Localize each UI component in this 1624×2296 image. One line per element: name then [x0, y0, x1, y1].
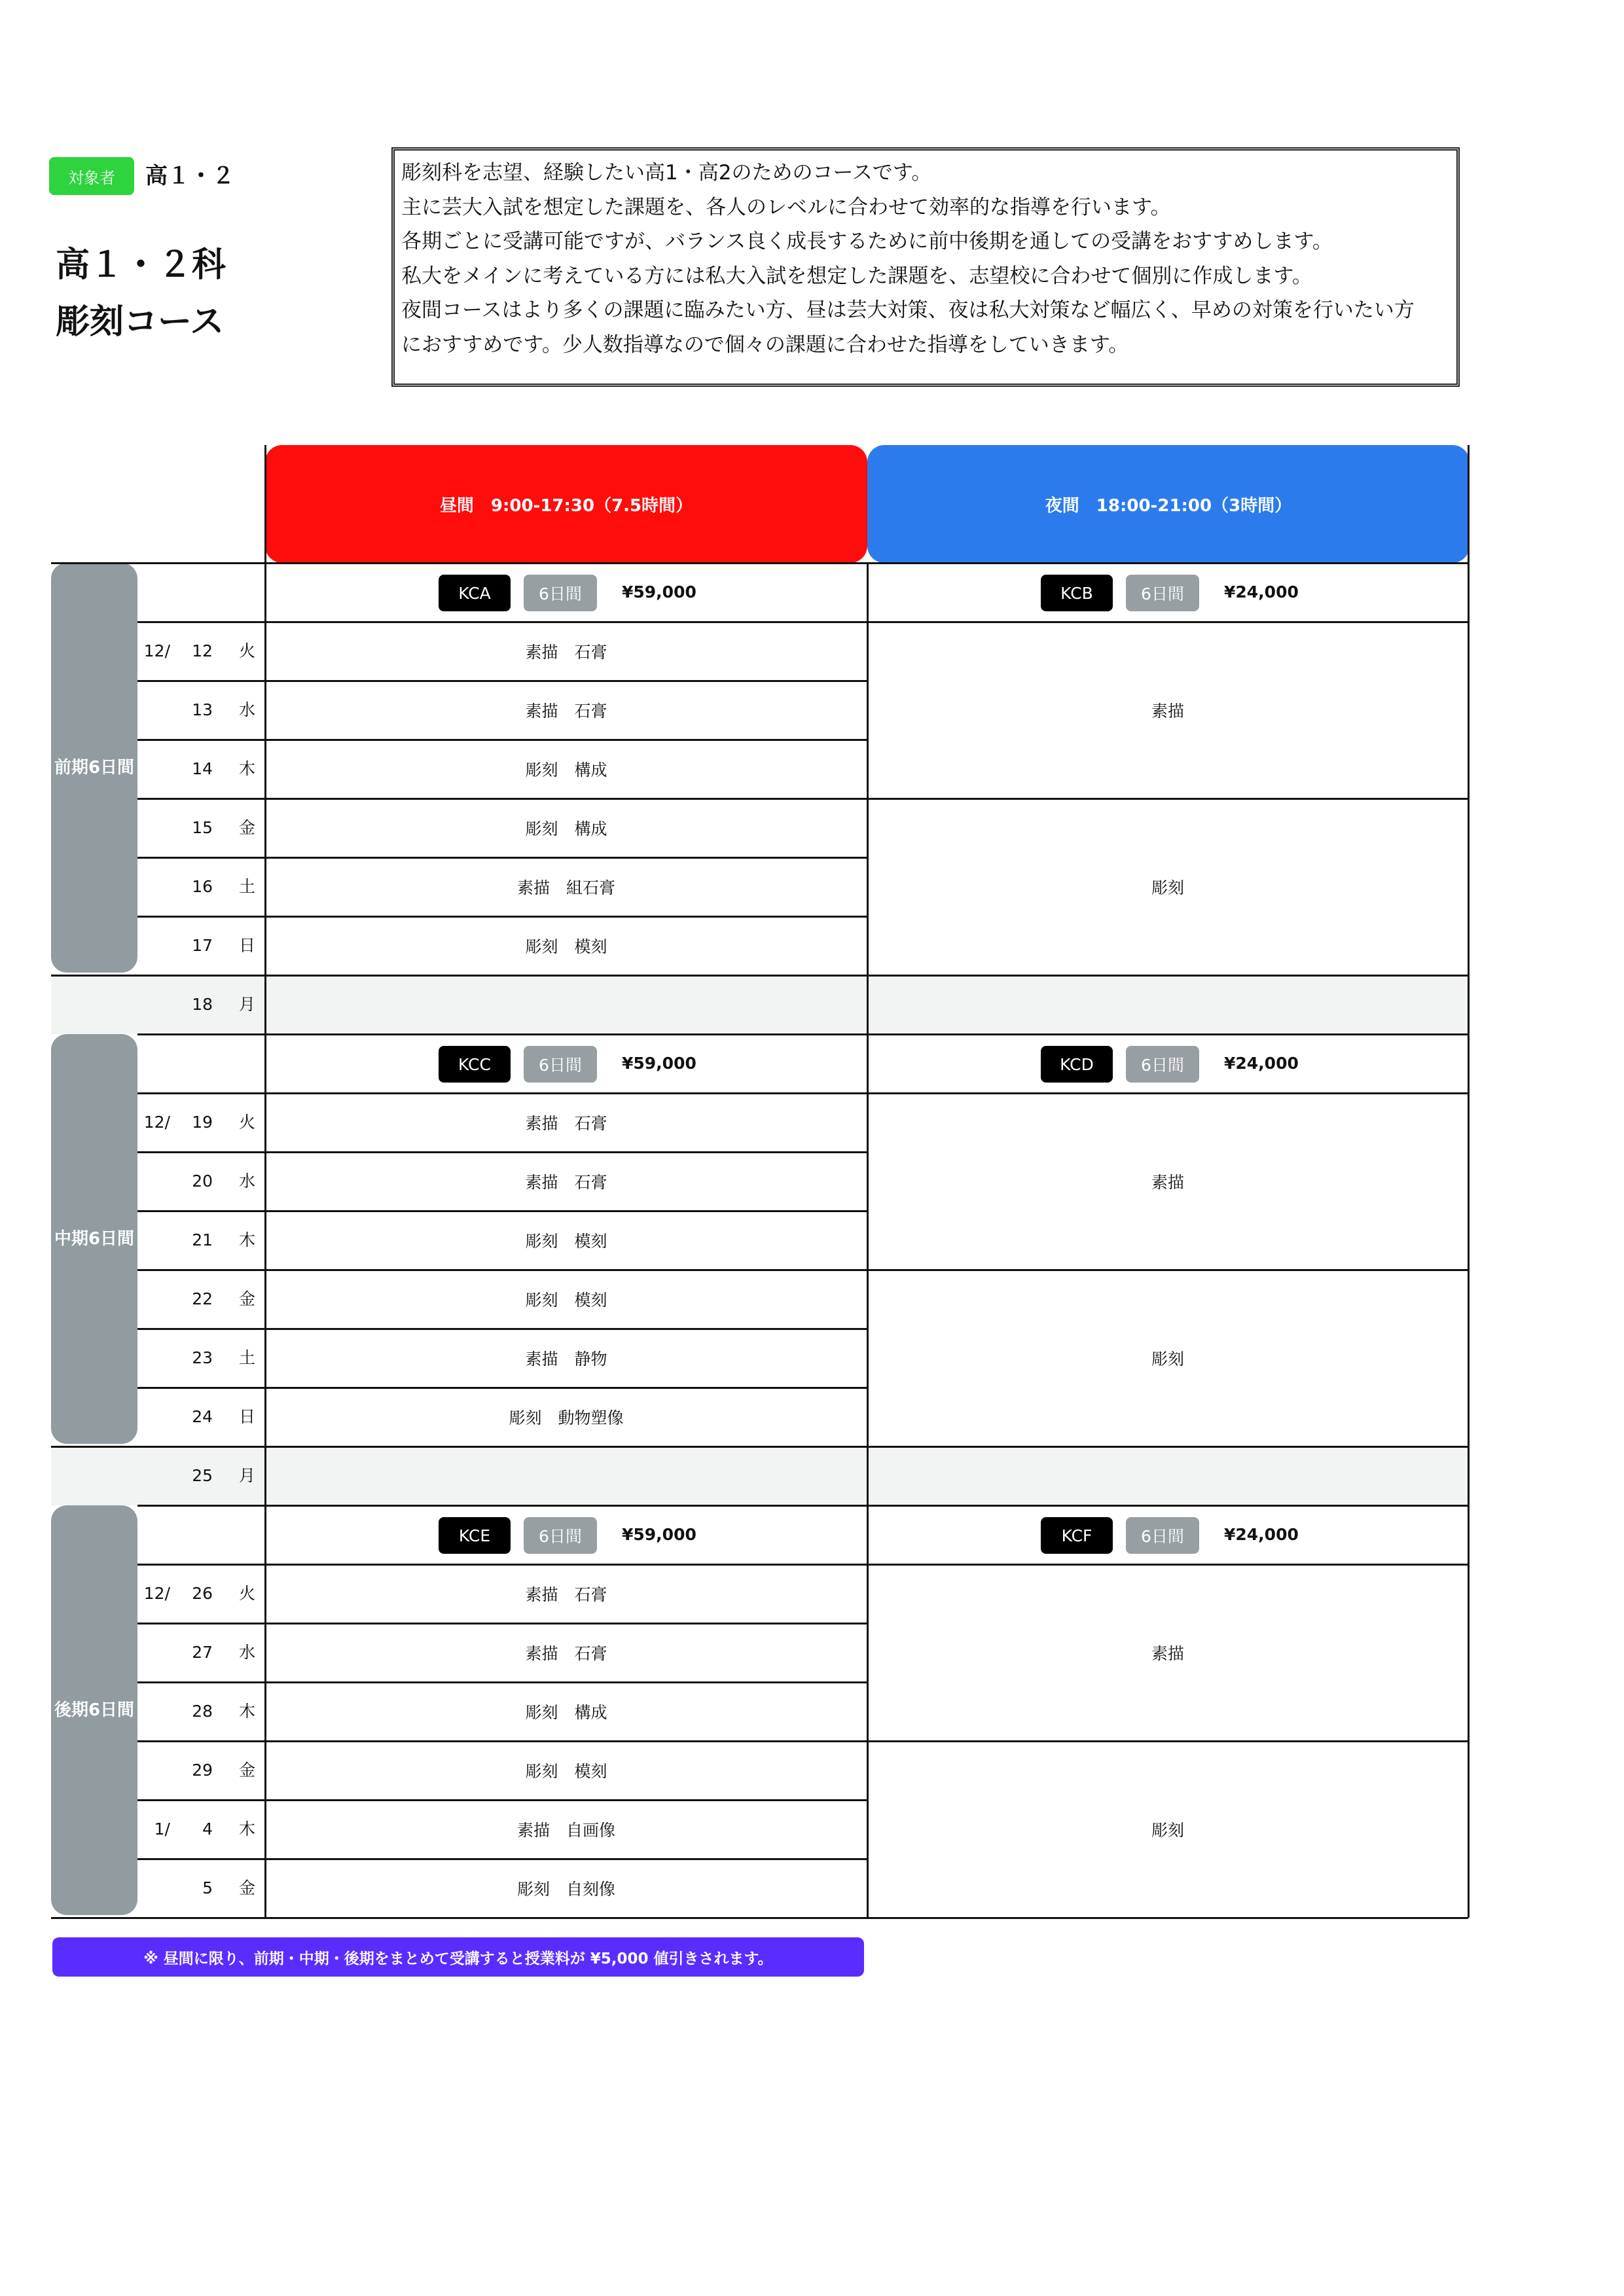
- row-divider: [137, 798, 867, 800]
- date-weekday: 木: [238, 1230, 255, 1249]
- row-divider: [137, 916, 867, 918]
- date-day: 21: [192, 1230, 213, 1249]
- column-line: [1468, 445, 1470, 1918]
- day-course-price: ¥59,000: [622, 1525, 696, 1544]
- date-weekday: 水: [238, 700, 255, 719]
- description-line: 夜間コースはより多くの課題に臨みたい方、昼は芸大対策、夜は私大対策など幅広く、早めの対策を行いたい方: [401, 298, 1415, 322]
- row-divider: [137, 1799, 867, 1801]
- day-course-duration: 6日間: [524, 1046, 597, 1083]
- day-course-code: KCA: [439, 575, 511, 611]
- period-tab: [51, 1505, 137, 1915]
- night-lesson: 素描: [1151, 1173, 1184, 1192]
- row-divider: [867, 1269, 1468, 1271]
- row-divider: [867, 1564, 1468, 1566]
- page-title-line1: 高１・２科: [56, 245, 226, 285]
- night-course-duration: 6日間: [1126, 575, 1199, 611]
- night-course-duration: 6日間: [1126, 1046, 1199, 1083]
- period-top-line: [137, 1033, 1468, 1035]
- day-lesson: 彫刻 構成: [525, 761, 607, 780]
- period-tab: [51, 563, 137, 973]
- period-days: 6日間: [88, 1700, 135, 1720]
- date-weekday: 土: [238, 1348, 255, 1367]
- date-day: 28: [192, 1702, 213, 1721]
- day-course-code: KCC: [439, 1046, 511, 1083]
- night-course-code: KCD: [1041, 1046, 1113, 1083]
- row-divider: [137, 857, 867, 859]
- row-divider: [137, 621, 867, 623]
- night-course-price: ¥24,000: [1224, 583, 1299, 601]
- period-name: 中期: [54, 1229, 88, 1249]
- date-day: 14: [192, 759, 213, 778]
- period-tab: [51, 1034, 137, 1444]
- night-lesson: 彫刻: [1151, 878, 1184, 897]
- date-weekday: 金: [238, 1289, 255, 1308]
- description-line: におすすめです。少人数指導なので個々の課題に合わせた指導をしていきます。: [401, 332, 1129, 357]
- night-course-duration: 6日間: [1126, 1517, 1199, 1554]
- day-lesson: 彫刻 模刻: [525, 1232, 607, 1251]
- date-weekday: 火: [238, 1584, 255, 1603]
- date-day: 22: [192, 1289, 213, 1308]
- date-month: 12/: [143, 641, 170, 660]
- date-weekday: 金: [238, 818, 255, 837]
- period-name: 後期: [54, 1700, 88, 1720]
- column-line: [264, 445, 266, 1918]
- discount-note: ※ 昼間に限り、前期・中期・後期をまとめて受講すると授業料が ¥5,000 値引きされます。: [52, 1937, 864, 1977]
- day-course-price: ¥59,000: [622, 583, 696, 601]
- column-line: [867, 563, 869, 1918]
- row-divider: [137, 1328, 867, 1330]
- row-divider: [137, 1210, 867, 1212]
- day-lesson: 彫刻 模刻: [525, 1762, 607, 1781]
- holiday-top-line: [51, 1446, 1468, 1448]
- date-weekday: 木: [238, 1702, 255, 1721]
- row-divider: [137, 1269, 867, 1271]
- row-divider: [867, 1740, 1468, 1742]
- row-divider: [867, 1092, 1468, 1094]
- row-divider: [867, 798, 1468, 800]
- day-lesson: 素描 石膏: [525, 643, 607, 662]
- date-month: 1/: [154, 1820, 170, 1839]
- day-lesson: 素描 石膏: [525, 1173, 607, 1192]
- night-lesson: 彫刻: [1151, 1350, 1184, 1369]
- description-line: 各期ごとに受講可能ですが、バランス良く成長するために前中後期を通しての受講をおすすめします。: [401, 230, 1333, 253]
- row-divider: [137, 1740, 867, 1742]
- target-value: 高１・２: [145, 163, 234, 189]
- target-badge: 対象者: [49, 157, 134, 195]
- day-lesson: 素描 静物: [525, 1350, 607, 1369]
- day-lesson: 彫刻 動物塑像: [509, 1408, 624, 1427]
- date-weekday: 土: [238, 877, 255, 896]
- date-day: 20: [192, 1172, 213, 1191]
- night-lesson: 素描: [1151, 1644, 1184, 1663]
- night-course-price: ¥24,000: [1224, 1525, 1299, 1544]
- date-weekday: 月: [238, 1466, 255, 1485]
- row-divider: [137, 680, 867, 682]
- night-lesson: 彫刻: [1151, 1821, 1184, 1840]
- holiday-row: [51, 1446, 1468, 1505]
- day-lesson: 素描 自画像: [516, 1821, 615, 1840]
- day-lesson: 素描 石膏: [525, 1644, 607, 1663]
- day-course-duration: 6日間: [524, 1517, 597, 1554]
- night-course-code: KCF: [1041, 1517, 1113, 1554]
- period-top-line: [137, 1505, 1468, 1507]
- day-course-duration: 6日間: [524, 575, 597, 611]
- date-weekday: 水: [238, 1172, 255, 1191]
- date-day: 27: [192, 1643, 213, 1662]
- day-lesson: 素描 石膏: [525, 702, 607, 721]
- row-divider: [137, 1681, 867, 1683]
- date-day: 17: [192, 936, 213, 955]
- page-title-line2: 彫刻コース: [56, 302, 225, 342]
- date-day: 26: [192, 1584, 213, 1603]
- date-day: 29: [192, 1761, 213, 1780]
- date-weekday: 月: [238, 995, 255, 1014]
- row-divider: [867, 621, 1468, 623]
- description-line: 彫刻科を志望、経験したい高1・高2のためのコースです。: [401, 161, 932, 185]
- period-name: 前期: [54, 758, 88, 778]
- table-top-line: [51, 562, 1468, 564]
- period-days: 6日間: [88, 1229, 135, 1249]
- description-line: 私大をメインに考えている方には私大入試を想定した課題を、志望校に合わせて個別に作成します。: [401, 264, 1312, 288]
- row-divider: [137, 1564, 867, 1566]
- row-divider: [137, 1387, 867, 1389]
- description-line: 主に芸大入試を想定した課題を、各人のレベルに合わせて効率的な指導を行います。: [401, 195, 1171, 219]
- row-divider: [137, 1858, 867, 1860]
- date-day: 23: [192, 1348, 213, 1367]
- holiday-top-line: [51, 975, 1468, 977]
- day-lesson: 彫刻 模刻: [525, 937, 607, 956]
- date-day: 16: [192, 877, 213, 896]
- description-box: [391, 147, 1460, 387]
- date-day: 13: [192, 700, 213, 719]
- day-lesson: 素描 組石膏: [516, 878, 615, 897]
- date-day: 15: [192, 818, 213, 837]
- period-days: 6日間: [88, 758, 135, 778]
- day-lesson: 彫刻 自刻像: [516, 1880, 615, 1899]
- date-day: 18: [192, 995, 213, 1014]
- holiday-row: [51, 975, 1468, 1034]
- night-lesson: 素描: [1151, 702, 1184, 721]
- date-day: 19: [192, 1113, 213, 1132]
- day-lesson: 素描 石膏: [525, 1585, 607, 1604]
- day-lesson: 彫刻 構成: [525, 1703, 607, 1722]
- table-bottom-line: [51, 1917, 1468, 1919]
- day-lesson: 彫刻 模刻: [525, 1291, 607, 1310]
- day-course-price: ¥59,000: [622, 1054, 696, 1073]
- day-column-header: 昼間 9:00-17:30（7.5時間）: [265, 445, 867, 563]
- date-weekday: 火: [238, 641, 255, 660]
- day-lesson: 素描 石膏: [525, 1114, 607, 1133]
- date-month: 12/: [143, 1584, 170, 1603]
- date-weekday: 金: [238, 1761, 255, 1780]
- date-weekday: 日: [238, 1407, 255, 1426]
- date-weekday: 火: [238, 1113, 255, 1132]
- date-day: 24: [192, 1407, 213, 1426]
- day-course-code: KCE: [439, 1517, 511, 1554]
- day-lesson: 彫刻 構成: [525, 819, 607, 838]
- date-day: 4: [202, 1820, 213, 1839]
- date-day: 25: [192, 1466, 213, 1485]
- night-course-code: KCB: [1041, 575, 1113, 611]
- row-divider: [137, 1092, 867, 1094]
- night-course-price: ¥24,000: [1224, 1054, 1299, 1073]
- date-weekday: 木: [238, 759, 255, 778]
- date-day: 12: [192, 641, 213, 660]
- date-weekday: 金: [238, 1878, 255, 1897]
- date-month: 12/: [143, 1113, 170, 1132]
- row-divider: [137, 1151, 867, 1153]
- row-divider: [137, 1623, 867, 1624]
- date-weekday: 水: [238, 1643, 255, 1662]
- date-weekday: 日: [238, 936, 255, 955]
- date-weekday: 木: [238, 1820, 255, 1839]
- night-column-header: 夜間 18:00-21:00（3時間）: [867, 445, 1470, 563]
- date-day: 5: [202, 1878, 213, 1897]
- row-divider: [137, 739, 867, 741]
